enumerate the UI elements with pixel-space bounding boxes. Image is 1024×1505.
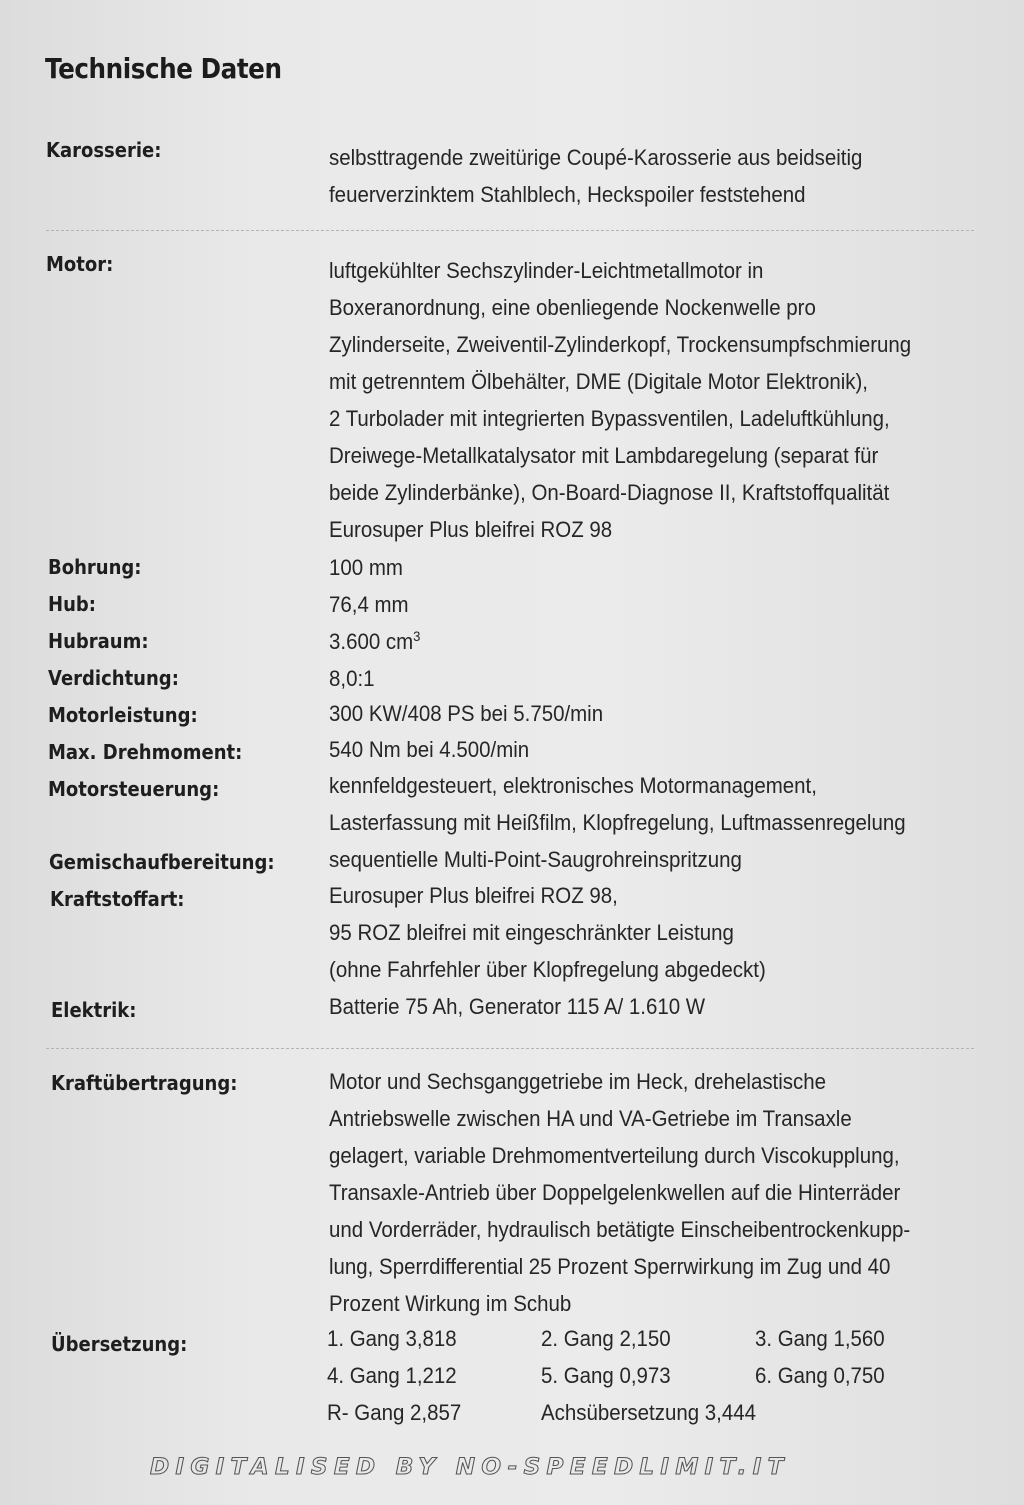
value-motorsteuerung bbox=[329, 767, 906, 841]
gear-ratio: R- Gang 2,857 bbox=[327, 1400, 462, 1425]
label-uebersetzung: Übersetzung: bbox=[51, 1332, 188, 1356]
karosserie-line: selbsttragende zweitürige Coupé-Karosserie aus beidseitig bbox=[329, 145, 863, 170]
motor-line: Dreiwege-Metallkatalysator mit Lambdaregelung (separat für bbox=[329, 443, 879, 468]
gear-ratio: 6. Gang 0,750 bbox=[755, 1363, 885, 1388]
motor-line: Eurosuper Plus bleifrei ROZ 98 bbox=[329, 517, 613, 542]
watermark: DIGITALISED BY NO-SPEEDLIMIT.IT bbox=[150, 1455, 790, 1480]
label-motorsteuerung: Motorsteuerung: bbox=[48, 777, 220, 801]
label-kraftstoffart: Kraftstoffart: bbox=[50, 887, 185, 911]
kraftstoffart-line: Eurosuper Plus bleifrei ROZ 98, bbox=[329, 883, 618, 908]
value-motor bbox=[329, 252, 911, 548]
value-hubraum bbox=[329, 623, 420, 660]
motor-line: mit getrenntem Ölbehälter, DME (Digitale Motor Elektronik), bbox=[329, 369, 868, 394]
label-hubraum: Hubraum: bbox=[48, 629, 149, 653]
value-karosserie bbox=[329, 139, 862, 213]
kraftuebertragung-line: Motor und Sechsganggetriebe im Heck, drehelastische bbox=[329, 1069, 826, 1094]
value-elektrik: Batterie 75 Ah, Generator 115 A/ 1.610 W bbox=[329, 994, 706, 1019]
label-karosserie: Karosserie: bbox=[46, 138, 162, 162]
label-drehmoment: Max. Drehmoment: bbox=[48, 740, 243, 764]
page-title: Technische Daten bbox=[45, 52, 282, 85]
axle-ratio: Achsübersetzung 3,444 bbox=[541, 1400, 756, 1425]
hubraum-value-text: 3.600 cm bbox=[329, 629, 414, 654]
motor-line: Boxeranordnung, eine obenliegende Nockenwelle pro bbox=[329, 295, 816, 320]
value-kraftstoffart bbox=[329, 877, 766, 988]
value-verdichtung: 8,0:1 bbox=[329, 666, 375, 691]
label-motorleistung: Motorleistung: bbox=[48, 703, 198, 727]
value-drehmoment: 540 Nm bei 4.500/min bbox=[329, 737, 530, 762]
motorsteuerung-line: Lasterfassung mit Heißfilm, Klopfregelung, Luftmassenregelung bbox=[329, 810, 906, 835]
kraftuebertragung-line: und Vorderräder, hydraulisch betätigte Einscheibentrockenkupp- bbox=[329, 1217, 911, 1242]
label-motor: Motor: bbox=[46, 252, 114, 276]
label-bohrung: Bohrung: bbox=[48, 555, 142, 579]
kraftstoffart-line: 95 ROZ bleifrei mit eingeschränkter Leistung bbox=[329, 920, 734, 945]
value-kraftuebertragung bbox=[329, 1063, 910, 1322]
kraftuebertragung-line: Prozent Wirkung im Schub bbox=[329, 1291, 572, 1316]
kraftstoffart-line: (ohne Fahrfehler über Klopfregelung abgedeckt) bbox=[329, 957, 766, 982]
motor-line: luftgekühlter Sechszylinder-Leichtmetallmotor in bbox=[329, 258, 764, 283]
motor-line: Zylinderseite, Zweiventil-Zylinderkopf, Trockensumpfschmierung bbox=[329, 332, 912, 357]
gear-ratio: 4. Gang 1,212 bbox=[327, 1363, 457, 1388]
kraftuebertragung-line: Transaxle-Antrieb über Doppelgelenkwellen auf die Hinterräder bbox=[329, 1180, 901, 1205]
divider bbox=[46, 230, 974, 231]
motorsteuerung-line: kennfeldgesteuert, elektronisches Motormanagement, bbox=[329, 773, 817, 798]
gear-ratio: 3. Gang 1,560 bbox=[755, 1326, 885, 1351]
label-kraftuebertragung: Kraftübertragung: bbox=[51, 1071, 238, 1095]
divider bbox=[46, 1048, 974, 1049]
value-motorleistung: 300 KW/408 PS bei 5.750/min bbox=[329, 701, 604, 726]
motor-line: beide Zylinderbänke), On-Board-Diagnose II, Kraftstoffqualität bbox=[329, 480, 890, 505]
value-gemischaufbereitung: sequentielle Multi-Point-Saugrohreinspritzung bbox=[329, 847, 742, 872]
value-bohrung: 100 mm bbox=[329, 555, 403, 580]
label-elektrik: Elektrik: bbox=[51, 998, 137, 1022]
karosserie-line: feuerverzinktem Stahlblech, Heckspoiler feststehend bbox=[329, 182, 806, 207]
value-hub: 76,4 mm bbox=[329, 592, 409, 617]
hubraum-unit-sup: 3 bbox=[413, 628, 421, 644]
gear-ratio: 2. Gang 2,150 bbox=[541, 1326, 671, 1351]
label-gemischaufbereitung: Gemischaufbereitung: bbox=[49, 850, 275, 874]
kraftuebertragung-line: gelagert, variable Drehmomentverteilung durch Viscokupplung, bbox=[329, 1143, 900, 1168]
motor-line: 2 Turbolader mit integrierten Bypassventilen, Ladeluftkühlung, bbox=[329, 406, 890, 431]
label-verdichtung: Verdichtung: bbox=[48, 666, 179, 690]
kraftuebertragung-line: Antriebswelle zwischen HA und VA-Getriebe im Transaxle bbox=[329, 1106, 852, 1131]
gear-ratio: 5. Gang 0,973 bbox=[541, 1363, 671, 1388]
label-hub: Hub: bbox=[48, 592, 96, 616]
gear-ratio: 1. Gang 3,818 bbox=[327, 1326, 457, 1351]
kraftuebertragung-line: lung, Sperrdifferential 25 Prozent Sperrwirkung im Zug und 40 bbox=[329, 1254, 891, 1279]
